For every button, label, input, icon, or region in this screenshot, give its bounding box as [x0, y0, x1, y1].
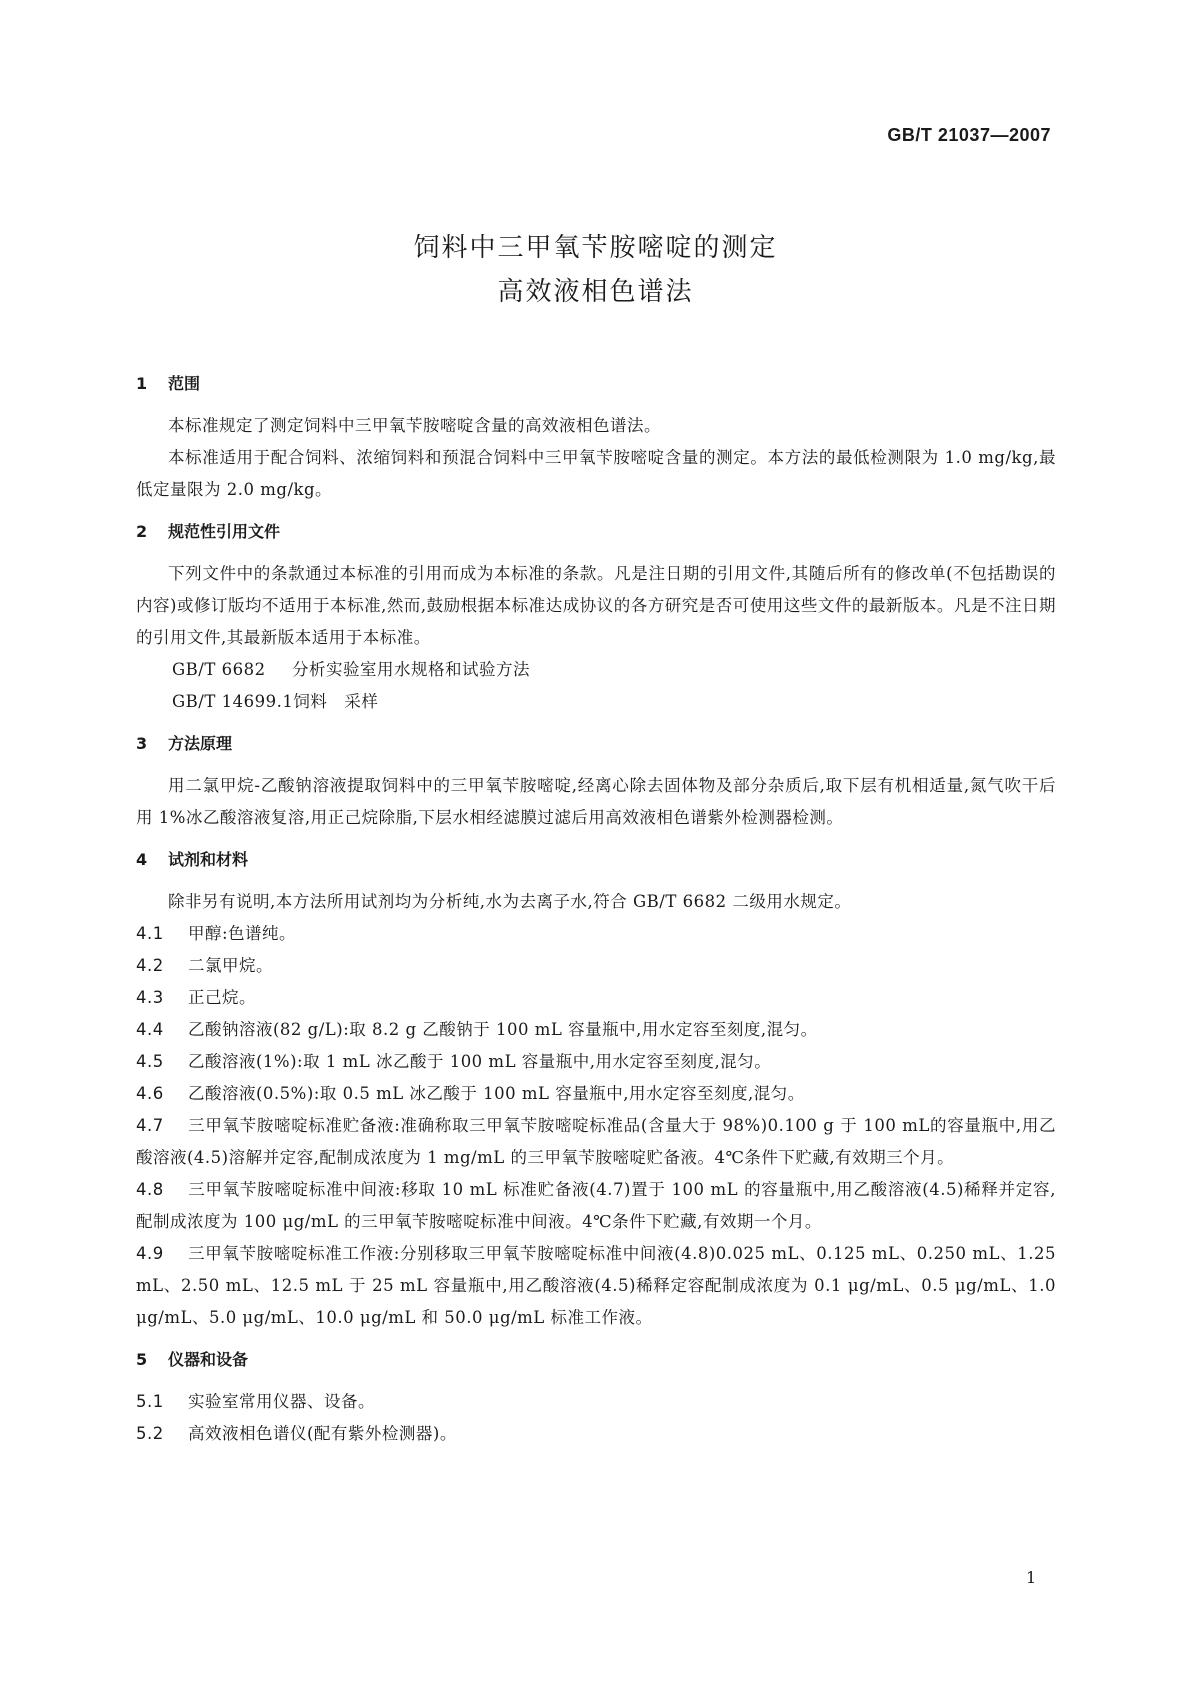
paragraph: 用二氯甲烷-乙酸钠溶液提取饲料中的三甲氧苄胺嘧啶,经离心除去固体物及部分杂质后,取下层有机相适量,氮气吹干后用 1%冰乙酸溶液复溶,用正己烷除脂,下层水相经滤膜过滤后用高效液相色谱紫外检测器检测。: [136, 776, 1056, 827]
clause-number: 4.7: [136, 1116, 164, 1135]
section-number: 2: [136, 522, 148, 541]
section-heading-principle: [136, 728, 1056, 760]
clause-number: 4.2: [136, 956, 164, 975]
clause-text: 二氯甲烷。: [188, 956, 273, 975]
section-title: 仪器和设备: [168, 1350, 249, 1369]
clause-4-4: [136, 1014, 1056, 1046]
clause-4-3: [136, 982, 1056, 1014]
section-heading-scope: [136, 368, 1056, 400]
clause-number: 4.4: [136, 1020, 164, 1039]
clause-4-8: [136, 1174, 1056, 1238]
clause-text: 乙酸溶液(0.5%):取 0.5 mL 冰乙酸于 100 mL 容量瓶中,用水定容至刻度,混匀。: [188, 1084, 805, 1103]
section-title: 试剂和材料: [168, 850, 249, 869]
reference-item: [136, 654, 1056, 686]
section-heading-normative-references: [136, 516, 1056, 548]
title-line-1: 饲料中三甲氧苄胺嘧啶的测定: [413, 233, 778, 263]
section-number: 1: [136, 374, 148, 393]
title-line-2: 高效液相色谱法: [497, 277, 694, 307]
clause-text: 实验室常用仪器、设备。: [188, 1392, 375, 1411]
reference-title: 饲料 采样: [293, 692, 379, 711]
section-title: 方法原理: [168, 734, 233, 753]
page-number: 1: [1026, 1568, 1037, 1587]
clause-number: 4.3: [136, 988, 164, 1007]
clause-text: 正己烷。: [188, 988, 256, 1007]
section-number: 5: [136, 1350, 148, 1369]
clause-4-1: [136, 918, 1056, 950]
reference-code: GB/T 14699.1: [172, 692, 294, 711]
clause-4-7: [136, 1110, 1056, 1174]
clause-4-5: [136, 1046, 1056, 1078]
clause-text: 乙酸溶液(1%):取 1 mL 冰乙酸于 100 mL 容量瓶中,用水定容至刻度,混匀。: [188, 1052, 772, 1071]
clause-5-2: [136, 1418, 1056, 1450]
clause-text: 三甲氧苄胺嘧啶标准工作液:分别移取三甲氧苄胺嘧啶标准中间液(4.8)0.025 mL、0.125 mL、0.250 mL、1.25 mL、2.50 mL、12.5 mL 于 25 mL 容量瓶中,用乙酸溶液(4.5)稀释定容配制成浓度为 0.1 μg/mL、0.5 μg/mL、1.0 μg/mL、5.0 μg/mL、10.0 μg/mL 和 50.0 μg/mL 标准工作液。: [136, 1244, 1056, 1327]
clause-number: 4.6: [136, 1084, 164, 1103]
clause-number: 4.1: [136, 924, 164, 943]
clause-number: 4.9: [136, 1244, 164, 1263]
paragraph: 下列文件中的条款通过本标准的引用而成为本标准的条款。凡是注日期的引用文件,其随后所有的修改单(不包括勘误的内容)或修订版均不适用于本标准,然而,鼓励根据本标准达成协议的各方研究是否可使用这些文件的最新版本。凡是不注日期的引用文件,其最新版本适用于本标准。: [136, 564, 1056, 647]
clause-text: 三甲氧苄胺嘧啶标准中间液:移取 10 mL 标准贮备液(4.7)置于 100 mL 的容量瓶中,用乙酸溶液(4.5)稀释并定容,配制成浓度为 100 μg/mL 的三甲氧苄胺嘧啶标准中间液。4℃条件下贮藏,有效期一个月。: [136, 1180, 1056, 1231]
clause-number: 5.1: [136, 1392, 164, 1411]
document-title: [0, 226, 1191, 314]
clause-number: 4.5: [136, 1052, 164, 1071]
clause-4-6: [136, 1078, 1056, 1110]
section-number: 3: [136, 734, 148, 753]
section-number: 4: [136, 850, 148, 869]
clause-text: 三甲氧苄胺嘧啶标准贮备液:准确称取三甲氧苄胺嘧啶标准品(含量大于 98%)0.100 g 于 100 mL的容量瓶中,用乙酸溶液(4.5)溶解并定容,配制成浓度为 1 mg/mL 的三甲氧苄胺嘧啶贮备液。4℃条件下贮藏,有效期三个月。: [136, 1116, 1056, 1167]
clause-4-9: [136, 1238, 1056, 1334]
paragraph: 本标准规定了测定饲料中三甲氧苄胺嘧啶含量的高效液相色谱法。: [168, 416, 661, 435]
reference-code: GB/T 6682: [172, 660, 266, 679]
clause-text: 乙酸钠溶液(82 g/L):取 8.2 g 乙酸钠于 100 mL 容量瓶中,用水定容至刻度,混匀。: [188, 1020, 818, 1039]
section-heading-reagents: [136, 844, 1056, 876]
clause-4-2: [136, 950, 1056, 982]
document-body: [136, 368, 1056, 1450]
clause-number: 5.2: [136, 1424, 164, 1443]
reference-title: 分析实验室用水规格和试验方法: [292, 660, 530, 679]
standard-code: GB/T 21037—2007: [887, 125, 1051, 145]
clause-number: 4.8: [136, 1180, 164, 1199]
section-heading-apparatus: [136, 1344, 1056, 1376]
clause-5-1: [136, 1386, 1056, 1418]
clause-text: 甲醇:色谱纯。: [188, 924, 297, 943]
section-title: 范围: [168, 374, 201, 393]
paragraph: 本标准适用于配合饲料、浓缩饲料和预混合饲料中三甲氧苄胺嘧啶含量的测定。本方法的最低检测限为 1.0 mg/kg,最低定量限为 2.0 mg/kg。: [136, 448, 1056, 499]
clause-text: 高效液相色谱仪(配有紫外检测器)。: [188, 1424, 457, 1443]
paragraph: 除非另有说明,本方法所用试剂均为分析纯,水为去离子水,符合 GB/T 6682 二级用水规定。: [168, 892, 852, 911]
reference-item: [136, 686, 1056, 718]
section-title: 规范性引用文件: [168, 522, 281, 541]
